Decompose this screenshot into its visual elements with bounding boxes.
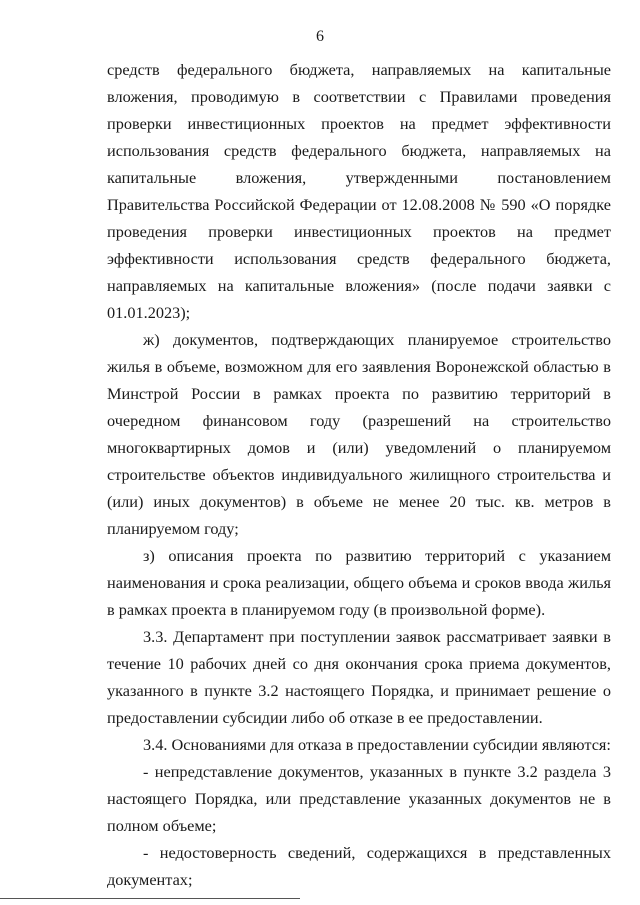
paragraph-bullet-1: - непредставление документов, указанных в пункте 3.2 раздела 3 настоящего Порядка, или представление указанных документов не в полном объеме; [107, 762, 611, 835]
page-number: 6 [316, 28, 324, 45]
paragraph-continuation: средств федерального бюджета, направляемых на капитальные вложения, проводимую в соответствии с Правилами проведения проверки инвестиционных проектов на предмет эффективности использования средств федерального бюджета, направляемых на капитальные вложения, утвержденными постановлением Правительства Российской Федерации от 12.08.2008 № 590 «О порядке проведения проверки инвестиционных проектов на предмет эффективности использования средств федерального бюджета, направляемых на капитальные вложения» (после подачи заявки с 01.01.2023); [107, 60, 611, 322]
paragraph-item-z: з) описания проекта по развитию территорий с указанием наименования и срока реализации, общего объема и сроков ввода жилья в рамках проекта в планируемом году (в произвольной форме). [107, 546, 611, 619]
document-body [107, 56, 611, 893]
paragraph-section-3-3: 3.3. Департамент при поступлении заявок рассматривает заявки в течение 10 рабочих дней со дня окончания срока приема документов, указанного в пункте 3.2 настоящего Порядка, и принимает решение о предоставлении субсидии либо об отказе в ее предоставлении. [107, 627, 611, 727]
paragraph-item-zh: ж) документов, подтверждающих планируемое строительство жилья в объеме, возможном для его заявления Воронежской областью в Минстрой России в рамках проекта по развитию территорий в очередном финансовом году (разрешений на строительство многоквартирных домов и (или) уведомлений о планируемом строительстве объектов индивидуального жилищного строительства и (или) иных документов) в объеме не менее 20 тыс. кв. метров в планируемом году; [107, 330, 611, 538]
paragraph-section-3-4: 3.4. Основаниями для отказа в предоставлении субсидии являются: [143, 735, 611, 754]
paragraph-bullet-2: - недостоверность сведений, содержащихся в представленных документах; [107, 843, 611, 889]
footer-rule [0, 898, 300, 899]
